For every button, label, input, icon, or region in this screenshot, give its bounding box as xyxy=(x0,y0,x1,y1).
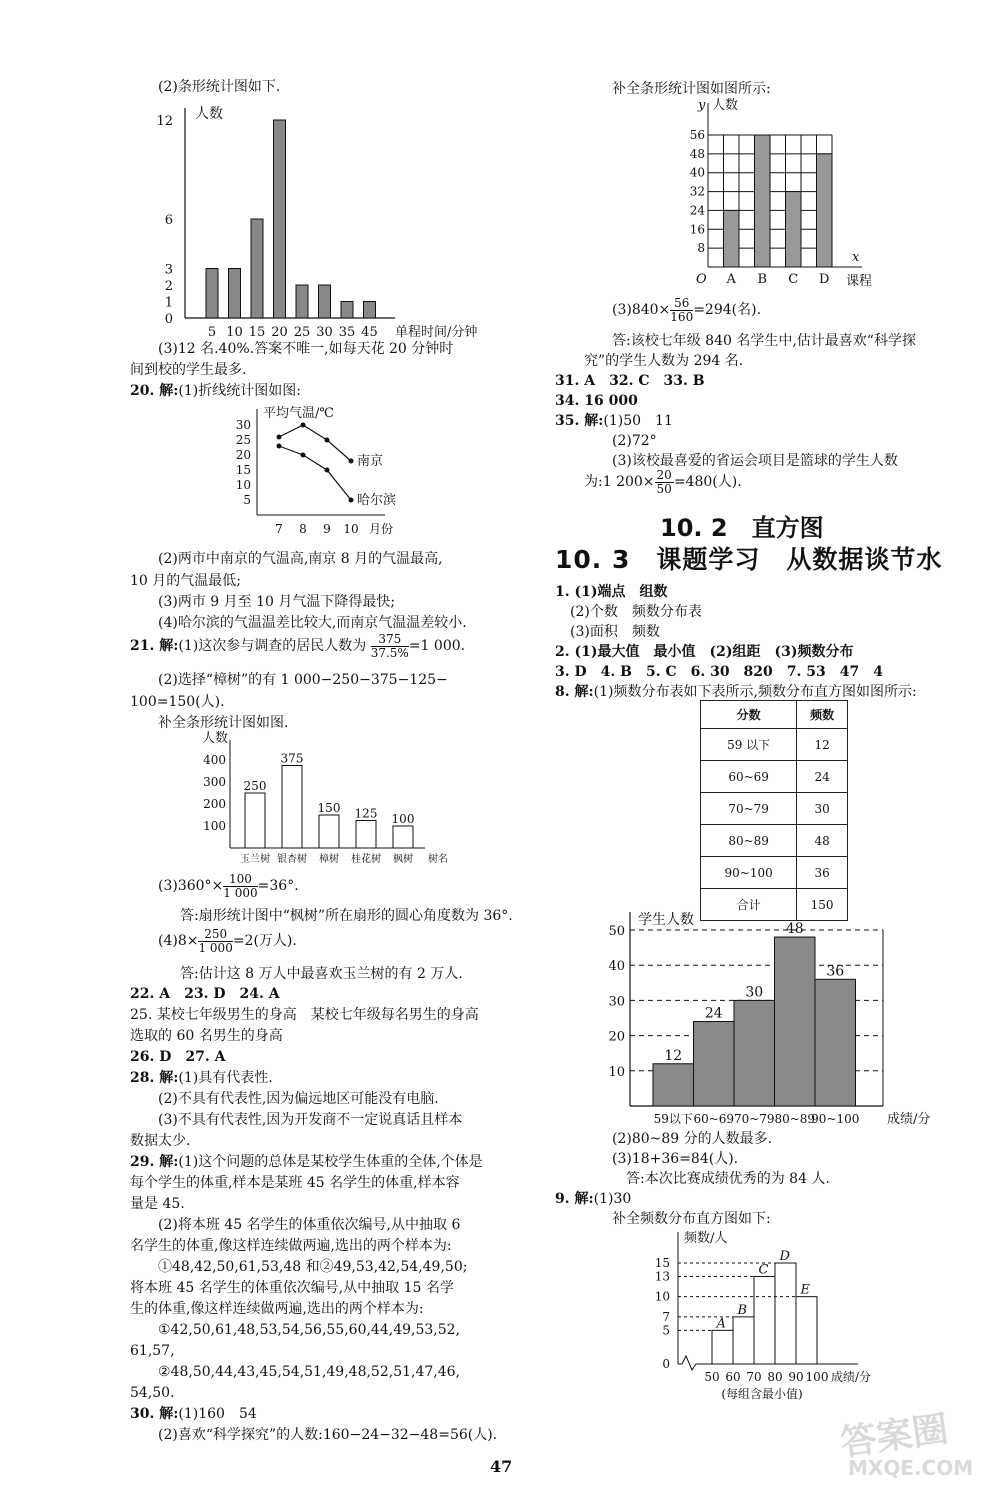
x-axis-label: 成绩/分 xyxy=(831,1370,872,1384)
s1-b: (2)个数 频数分布表 xyxy=(570,604,702,620)
y-tick-label: 8 xyxy=(697,241,705,256)
q29-part2-h: ②48,50,44,43,45,54,51,49,48,52,51,47,46, xyxy=(158,1364,460,1380)
y-tick-label: 40 xyxy=(689,165,705,180)
y-tick-label: 5 xyxy=(662,1323,670,1338)
x-tick-label: 10 xyxy=(226,325,243,340)
q21-label: 21. 解: xyxy=(130,638,179,654)
bar xyxy=(786,192,802,267)
bar-letter: C xyxy=(758,1262,769,1278)
bar-letter: B xyxy=(737,1302,748,1318)
q28-part2: (2)不具有代表性,因为偏远地区可能没有电脑. xyxy=(158,1091,439,1107)
series-label: 哈尔滨 xyxy=(357,493,397,508)
x-axis-label: 成绩/分 xyxy=(887,1112,931,1127)
y-tick-label: 16 xyxy=(689,222,705,237)
q20-part4: (4)哈尔滨的气温温差比较大,而南京气温温差较小. xyxy=(158,615,467,631)
x-axis-label: 课程 xyxy=(846,274,873,289)
bar xyxy=(319,285,331,318)
x-tick-label: 50 xyxy=(704,1370,720,1384)
y-tick-label: 12 xyxy=(156,114,173,129)
bar xyxy=(356,821,376,849)
q22-24: 22. A 23. D 24. A xyxy=(130,986,280,1002)
q26-27: 26. D 27. A xyxy=(130,1049,226,1065)
y-tick-label: 7 xyxy=(662,1309,670,1324)
data-point xyxy=(277,444,282,449)
q21-part3: (3)360°× xyxy=(158,878,224,894)
q21-part3-result: =36°. xyxy=(257,878,299,894)
y-tick-label: 3 xyxy=(164,262,173,278)
data-point xyxy=(277,435,282,440)
data-label: 125 xyxy=(354,806,378,821)
x-tick-label: C xyxy=(788,272,799,287)
y-tick-label: 50 xyxy=(608,924,625,939)
y-tick-label: 32 xyxy=(689,184,705,199)
y-axis-letter: y xyxy=(698,98,706,113)
y-tick-label: 15 xyxy=(235,463,251,477)
q35-part3: (3)该校最喜爱的省运会项目是篮球的学生人数 xyxy=(612,453,898,469)
q29-part1-b: 每个学生的体重,样本是某班 45 名学生的体重,样本容 xyxy=(130,1175,460,1191)
y-tick-label: 24 xyxy=(689,203,705,218)
bar xyxy=(251,219,263,318)
q21-part4: (4)8× xyxy=(158,933,199,949)
bar xyxy=(817,154,833,267)
table-row: 60~69 24 xyxy=(701,761,848,793)
commute-time-bar-chart xyxy=(155,100,478,340)
page-number: 47 xyxy=(490,1457,513,1476)
table-row: 70~79 30 xyxy=(701,793,848,825)
chart-note: (每组含最小值) xyxy=(721,1387,803,1401)
y-axis-label: 人数 xyxy=(712,98,739,113)
bar xyxy=(245,793,265,848)
data-point xyxy=(301,423,306,428)
bar xyxy=(734,1000,775,1106)
course-bar-chart xyxy=(680,95,880,295)
data-label: 12 xyxy=(664,1047,683,1064)
s8-part2: (2)80~89 分的人数最多. xyxy=(612,1131,773,1147)
y-axis-label: 人数 xyxy=(195,106,223,122)
x-tick-label: 25 xyxy=(293,325,311,340)
y-tick-label: 6 xyxy=(164,213,173,228)
q21-part4-answer: 答:估计这 8 万人中最喜欢玉兰树的有 2 万人. xyxy=(180,966,463,982)
q30-fill: 补全条形统计图如图所示: xyxy=(612,81,771,97)
section-heading-10-3: 10. 3 课题学习 从数据谈节水 xyxy=(555,545,943,574)
watermark-logo: 答案圈 xyxy=(838,1408,951,1465)
table-header: 分数 xyxy=(701,701,797,729)
q20-part1: (1)折线统计图如图: xyxy=(178,383,301,399)
s1: 1. (1)端点 组数 xyxy=(555,584,668,600)
bar xyxy=(815,979,856,1106)
s1-c: (3)面积 频数 xyxy=(570,624,660,640)
q30-answer: 答:该校七年级 840 名学生中,估计最喜欢“科学探 xyxy=(612,333,916,349)
s8-part3: (3)18+36=84(人). xyxy=(612,1151,739,1167)
bar xyxy=(775,1263,796,1364)
data-label: 30 xyxy=(745,984,764,1001)
y-tick-label: 1 xyxy=(164,295,173,311)
x-tick-label: 60~69 xyxy=(693,1112,735,1126)
q35-fraction: $\frac{20}{50}$ xyxy=(656,467,672,496)
data-point xyxy=(349,498,354,503)
y-tick-label: 48 xyxy=(689,146,705,161)
data-label: 48 xyxy=(785,921,804,938)
q21-part1-result: =1 000. xyxy=(408,638,466,654)
q28-label: 28. 解: xyxy=(130,1070,179,1086)
q30-part2: (2)喜欢“科学探究”的人数:160−24−32−48=56(人). xyxy=(158,1427,498,1443)
bar xyxy=(274,120,286,318)
y-tick-label: 30 xyxy=(608,994,625,1010)
x-axis-letter: x xyxy=(852,250,860,265)
q19-part2: (2)条形统计图如下. xyxy=(158,79,281,95)
x-tick-label: 5 xyxy=(207,325,217,340)
q19-part3: (3)12 名.40%.答案不唯一,如每天花 20 分钟时 xyxy=(158,341,454,357)
q21-part2: (2)选择“樟树”的有 1 000−250−375−125− xyxy=(158,672,448,688)
y-tick-label: 20 xyxy=(608,1029,625,1045)
data-point xyxy=(349,459,354,464)
x-tick-label: 45 xyxy=(361,325,378,340)
data-point xyxy=(325,468,330,473)
bar xyxy=(364,302,376,319)
frequency-table xyxy=(700,700,848,921)
score-frequency-histogram xyxy=(650,1228,910,1428)
x-tick-label: 30 xyxy=(316,325,333,340)
x-tick-label: 8 xyxy=(299,522,307,536)
q21-part2-fill: 补全条形统计图如图. xyxy=(158,715,289,731)
q30-label: 30. 解: xyxy=(130,1406,179,1422)
x-tick-label: 15 xyxy=(248,325,266,340)
y-tick-label: 5 xyxy=(243,493,251,507)
x-tick-label: 玉兰树 xyxy=(240,854,270,865)
y-tick-label: 13 xyxy=(654,1269,670,1284)
data-label: 150 xyxy=(317,801,341,815)
x-axis-label: 月份 xyxy=(369,522,394,536)
s8-label: 8. 解: xyxy=(555,684,594,700)
x-axis-label: 树名 xyxy=(428,854,448,865)
x-tick-label: 枫树 xyxy=(393,854,413,865)
q21-part3-answer: 答:扇形统计图中“枫树”所在扇形的圆心角度数为 36°. xyxy=(180,908,513,924)
q29-label: 29. 解: xyxy=(130,1154,179,1170)
q20-part2: (2)两市中南京的气温高,南京 8 月的气温最高, xyxy=(158,551,443,567)
bar xyxy=(712,1330,733,1364)
y-axis-label: 学生人数 xyxy=(638,912,694,928)
q19-part3-cont: 间到校的学生最多. xyxy=(130,362,247,378)
q35-label: 35. 解: xyxy=(555,413,604,429)
x-tick-label: 樟树 xyxy=(319,854,339,865)
x-tick-label: 桂花树 xyxy=(351,854,381,865)
y-tick-label: 20 xyxy=(235,448,251,462)
x-tick-label: 59以下 xyxy=(653,1112,693,1126)
q25-cont: 选取的 60 名男生的身高 xyxy=(130,1028,283,1044)
x-tick-label: B xyxy=(757,272,768,287)
bar xyxy=(796,1297,817,1364)
q29-part2-d: 将本班 45 名学生的体重依次编号,从中抽取 15 名学 xyxy=(130,1280,454,1296)
bar xyxy=(296,285,308,318)
q35-part3-cont: 为:1 200× xyxy=(584,474,655,490)
q28-part3-cont: 数据太少. xyxy=(130,1133,191,1149)
s8-answer: 答:本次比赛成绩优秀的为 84 人. xyxy=(626,1171,830,1187)
q21-fraction-3: $\frac{100}{1 000}$ xyxy=(223,871,258,900)
x-tick-label: 10 xyxy=(343,522,359,536)
q31-33: 31. A 32. C 33. B xyxy=(555,373,705,389)
q35-part3-result: =480(人). xyxy=(673,474,742,490)
watermark-url: MXQE.COM xyxy=(848,1456,974,1480)
q28-part1: (1)具有代表性. xyxy=(178,1070,273,1086)
q30-fraction: $\frac{56}{160}$ xyxy=(670,295,694,324)
y-tick-label: 10 xyxy=(235,478,251,492)
q29-part2-e: 生的体重,像这样连续做两遍,选出的两个样本为: xyxy=(130,1301,424,1317)
x-tick-label: 35 xyxy=(338,325,356,340)
q28-part3: (3)不具有代表性,因为开发商不一定说真话且样本 xyxy=(158,1112,463,1128)
q35-part2: (2)72° xyxy=(612,433,657,449)
x-tick-label: D xyxy=(819,272,830,287)
q20-part2-cont: 10 月的气温最低; xyxy=(130,573,241,589)
q29-part2: (2)将本班 45 名学生的体重依次编号,从中抽取 6 xyxy=(158,1217,461,1233)
series-line xyxy=(279,446,351,500)
y-tick-label: 2 xyxy=(164,279,173,294)
tree-bar-chart xyxy=(200,730,460,870)
y-tick-label: 40 xyxy=(608,959,625,975)
s2: 2. (1)最大值 最小值 (2)组距 (3)频数分布 xyxy=(555,644,854,660)
data-label: 24 xyxy=(704,1005,723,1022)
y-tick-label: 30 xyxy=(235,418,251,432)
x-tick-label: 20 xyxy=(271,325,288,340)
q34: 34. 16 000 xyxy=(555,393,638,409)
data-point xyxy=(325,438,330,443)
y-tick-label: 300 xyxy=(203,775,226,789)
q30-part3-result: =294(名). xyxy=(693,302,762,318)
s9-label: 9. 解: xyxy=(555,1191,594,1207)
x-tick-label: 70~79 xyxy=(733,1112,775,1126)
series-label: 南京 xyxy=(357,454,384,469)
s8-part1: (1)频数分布表如下表所示,频数分布直方图如图所示: xyxy=(593,684,917,700)
data-label: 100 xyxy=(391,812,415,826)
x-tick-label: 90~100 xyxy=(811,1112,860,1126)
bar xyxy=(229,269,241,319)
bar xyxy=(319,815,339,848)
table-row: 合计 150 xyxy=(701,889,848,921)
q21-part1: (1)这次参与调查的居民人数为 xyxy=(178,638,367,654)
x-tick-label: 7 xyxy=(275,522,283,536)
bar-letter: D xyxy=(779,1249,790,1264)
data-label: 375 xyxy=(280,751,304,766)
x-tick-label: 80 xyxy=(767,1370,783,1384)
data-point xyxy=(301,453,306,458)
q29-part1: (1)这个问题的总体是某校学生体重的全体,个体是 xyxy=(178,1154,483,1170)
x-tick-label: 60 xyxy=(725,1370,741,1384)
q25: 25. 某校七年级男生的身高 某校七年级每名男生的身高 xyxy=(130,1007,479,1023)
y-axis-label: 人数 xyxy=(202,731,229,746)
section-heading-10-2: 10. 2 直方图 xyxy=(660,514,824,542)
bar-letter: A xyxy=(716,1316,726,1332)
q30-answer-cont: 究”的学生人数为 294 名. xyxy=(584,353,744,369)
bar xyxy=(775,937,816,1106)
q21-fraction-4: $\frac{250}{1 000}$ xyxy=(198,926,233,955)
y-tick-label: 100 xyxy=(203,819,226,833)
bar xyxy=(653,1064,694,1106)
bar xyxy=(754,1276,775,1364)
q21-part2-cont: 100=150(人). xyxy=(130,694,225,710)
y-axis-label: 频数/人 xyxy=(684,1231,728,1246)
q35-part1: (1)50 11 xyxy=(603,413,673,429)
bar xyxy=(733,1317,754,1364)
x-tick-label: 9 xyxy=(323,522,331,536)
score-histogram xyxy=(605,910,965,1130)
y-tick-label: 0 xyxy=(662,1357,670,1371)
q21-fraction-1: $\frac{375}{37.5\%}$ xyxy=(370,631,409,660)
data-label: 250 xyxy=(243,779,267,793)
y-tick-label: 15 xyxy=(654,1256,670,1270)
q29-part2-g: 61,57, xyxy=(130,1343,175,1359)
bar xyxy=(282,766,302,849)
series-line xyxy=(279,425,351,461)
table-row: 90~100 36 xyxy=(701,857,848,889)
q20-part3: (3)两市 9 月至 10 月气温下降得最快; xyxy=(158,594,396,610)
y-axis-label: 平均气温/℃ xyxy=(263,406,334,421)
bar xyxy=(206,269,218,319)
y-tick-label: 0 xyxy=(164,312,173,327)
y-tick-label: 10 xyxy=(608,1064,625,1080)
x-tick-label: 70 xyxy=(746,1370,762,1384)
q29-part2-b: 名学生的体重,像这样连续做两遍,选出的两个样本为: xyxy=(130,1238,452,1254)
s3-7: 3. D 4. B 5. C 6. 30 820 7. 53 47 4 xyxy=(555,664,883,680)
q21-part4-result: =2(万人). xyxy=(232,933,297,949)
bar xyxy=(393,826,413,848)
bar xyxy=(694,1022,735,1106)
s9-fill: 补全频数分布直方图如下: xyxy=(612,1211,771,1227)
x-tick-label: 90 xyxy=(788,1370,804,1384)
y-tick-label: 200 xyxy=(203,797,226,811)
bar xyxy=(755,135,771,267)
table-row: 80~89 48 xyxy=(701,825,848,857)
origin-label: O xyxy=(696,272,707,287)
table-header: 频数 xyxy=(797,701,848,729)
y-tick-label: 25 xyxy=(235,433,251,447)
x-axis-label: 单程时间/分钟 xyxy=(395,325,478,340)
bar-letter: E xyxy=(800,1282,810,1298)
table-row: 59 以下 12 xyxy=(701,729,848,761)
q30-part1: (1)160 54 xyxy=(178,1406,257,1422)
s9-part1: (1)30 xyxy=(593,1191,632,1207)
x-tick-label: A xyxy=(726,272,736,287)
q20-label: 20. 解: xyxy=(130,383,179,399)
q29-part2-f: ①42,50,61,48,53,54,56,55,60,44,49,53,52, xyxy=(158,1322,460,1338)
x-tick-label: 100 xyxy=(805,1370,829,1384)
q29-part2-c: ①48,42,50,61,53,48 和②49,53,42,54,49,50; xyxy=(158,1259,468,1275)
q29-part2-i: 54,50. xyxy=(130,1385,175,1401)
q29-part1-c: 量是 45. xyxy=(130,1196,185,1212)
y-tick-label: 10 xyxy=(654,1289,670,1304)
x-tick-label: 80~89 xyxy=(774,1112,816,1126)
temperature-line-chart xyxy=(225,405,425,555)
data-label: 36 xyxy=(826,963,845,980)
bar xyxy=(724,210,740,267)
y-tick-label: 400 xyxy=(203,753,226,767)
y-tick-label: 56 xyxy=(689,128,705,142)
q30-part3: (3)840× xyxy=(612,302,671,318)
bar xyxy=(341,302,353,319)
x-tick-label: 银杏树 xyxy=(277,854,307,865)
